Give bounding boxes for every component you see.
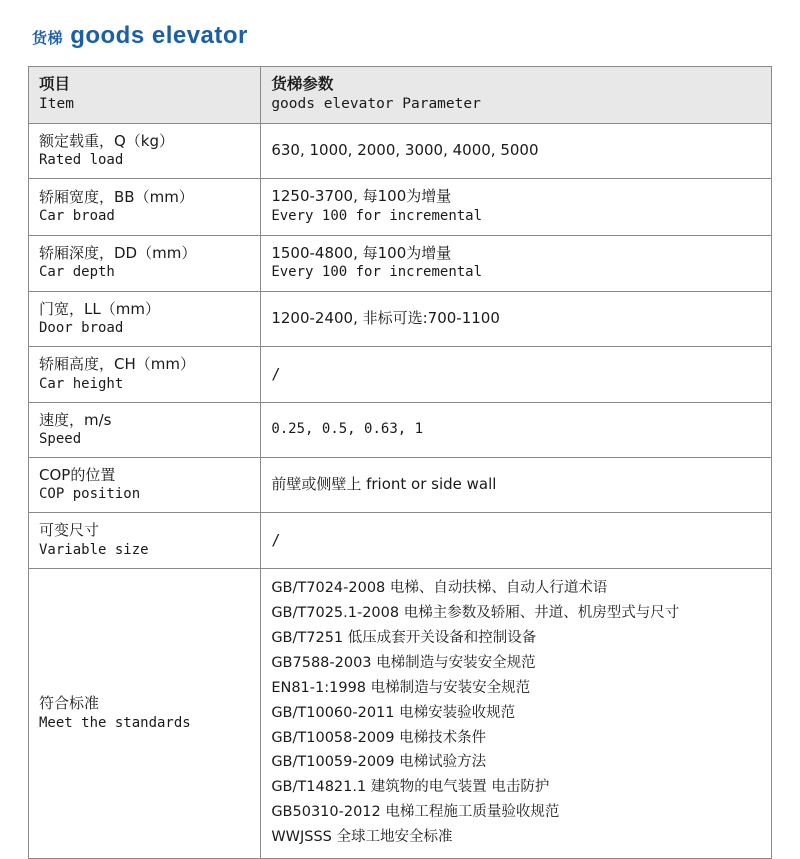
- row-label-cn: 轿厢宽度，BB（mm）: [39, 187, 194, 206]
- row-label-cn: 门宽，LL（mm）: [39, 299, 160, 318]
- table-row: [29, 179, 772, 235]
- row-value-line: /: [271, 531, 281, 550]
- header-param-en: goods elevator Parameter: [271, 96, 481, 113]
- row-label-speed: [29, 402, 261, 457]
- row-label-cn: 轿厢高度，CH（mm）: [39, 355, 195, 374]
- table-row: [29, 402, 772, 457]
- standard-item: GB/T10060-2011 电梯安装验收规范: [271, 704, 516, 721]
- table-row: [29, 458, 772, 513]
- row-value-car-height: [261, 347, 772, 402]
- standard-item: GB7588-2003 电梯制造与安装安全规范: [271, 654, 536, 671]
- row-label-en: Car broad: [39, 208, 115, 225]
- page-title: [32, 22, 772, 50]
- standard-item: GB/T7025.1-2008 电梯主参数及轿厢、井道、机房型式与尺寸: [271, 604, 680, 621]
- standard-item: GB/T10058-2009 电梯技术条件: [271, 729, 487, 746]
- row-value-line-en: Every 100 for incremental: [271, 207, 483, 224]
- page-title-cn: 货梯: [32, 29, 64, 47]
- row-label-en: Meet the standards: [39, 714, 191, 731]
- row-label-cn: 速度，m/s: [39, 410, 112, 429]
- standard-item: GB/T7251 低压成套开关设备和控制设备: [271, 629, 537, 646]
- row-label-en: COP position: [39, 486, 141, 503]
- row-label-en: Car height: [39, 375, 124, 392]
- row-value-line: 1200-2400, 非标可选:700-1100: [271, 309, 500, 328]
- table-row: [29, 291, 772, 346]
- table-header-row: [29, 67, 772, 124]
- row-value-car-depth: [261, 235, 772, 291]
- standard-item: GB50310-2012 电梯工程施工质量验收规范: [271, 804, 560, 821]
- standard-item: GB/T7024-2008 电梯、自动扶梯、自动人行道术语: [271, 579, 608, 596]
- row-value-line: /: [271, 364, 281, 383]
- header-cell-parameter: [261, 67, 772, 124]
- row-label-en: Rated load: [39, 152, 124, 169]
- row-value-line: 1500-4800, 每100为增量: [271, 243, 452, 262]
- row-label-cop-position: [29, 458, 261, 513]
- table-body: [29, 123, 772, 858]
- header-param-cn: 货梯参数: [271, 75, 334, 93]
- row-label-car-broad: [29, 179, 261, 235]
- row-label-en: Door broad: [39, 320, 124, 337]
- row-label-car-height: [29, 347, 261, 402]
- row-value-speed: [261, 402, 772, 457]
- row-value-line: 0.25, 0.5, 0.63, 1: [271, 420, 424, 437]
- page-title-en: goods elevator: [70, 22, 248, 49]
- table-row: [29, 513, 772, 568]
- standard-item: WWJSSS 全球工地安全标准: [271, 829, 453, 846]
- header-item-cn: 项目: [39, 75, 71, 93]
- table-row-standards: [29, 568, 772, 858]
- standards-list: [271, 576, 761, 850]
- row-label-cn: 额定载重，Q（kg）: [39, 131, 175, 150]
- table-header: [29, 67, 772, 124]
- standard-item: GB/T10059-2009 电梯试验方法: [271, 754, 487, 771]
- row-value-door-broad: [261, 291, 772, 346]
- row-label-cn: 可变尺寸: [39, 521, 100, 540]
- row-label-en: Variable size: [39, 541, 149, 558]
- table-row: [29, 235, 772, 291]
- table-row: [29, 123, 772, 178]
- row-value-line: 630, 1000, 2000, 3000, 4000, 5000: [271, 141, 539, 160]
- row-value-line: 1250-3700, 每100为增量: [271, 187, 452, 206]
- row-label-cn: COP的位置: [39, 466, 116, 485]
- specification-table: [28, 66, 772, 859]
- row-value-car-broad: [261, 179, 772, 235]
- row-label-rated-load: [29, 123, 261, 178]
- row-label-en: Car depth: [39, 264, 115, 281]
- row-value-standards: [261, 568, 772, 858]
- row-label-variable-size: [29, 513, 261, 568]
- header-cell-item: [29, 67, 261, 124]
- row-label-cn: 符合标准: [39, 694, 100, 713]
- row-label-standards: [29, 568, 261, 858]
- row-label-car-depth: [29, 235, 261, 291]
- header-item-en: Item: [39, 96, 74, 113]
- row-value-line: 前壁或侧壁上 friont or side wall: [271, 475, 497, 494]
- row-value-cop-position: [261, 458, 772, 513]
- table-row: [29, 347, 772, 402]
- row-label-en: Speed: [39, 431, 82, 448]
- row-value-line-en: Every 100 for incremental: [271, 264, 483, 281]
- row-value-rated-load: [261, 123, 772, 178]
- row-label-cn: 轿厢深度，DD（mm）: [39, 243, 197, 262]
- row-label-door-broad: [29, 291, 261, 346]
- standard-item: EN81-1:1998 电梯制造与安装安全规范: [271, 679, 531, 696]
- row-value-variable-size: [261, 513, 772, 568]
- standard-item: GB/T14821.1 建筑物的电气装置 电击防护: [271, 779, 550, 796]
